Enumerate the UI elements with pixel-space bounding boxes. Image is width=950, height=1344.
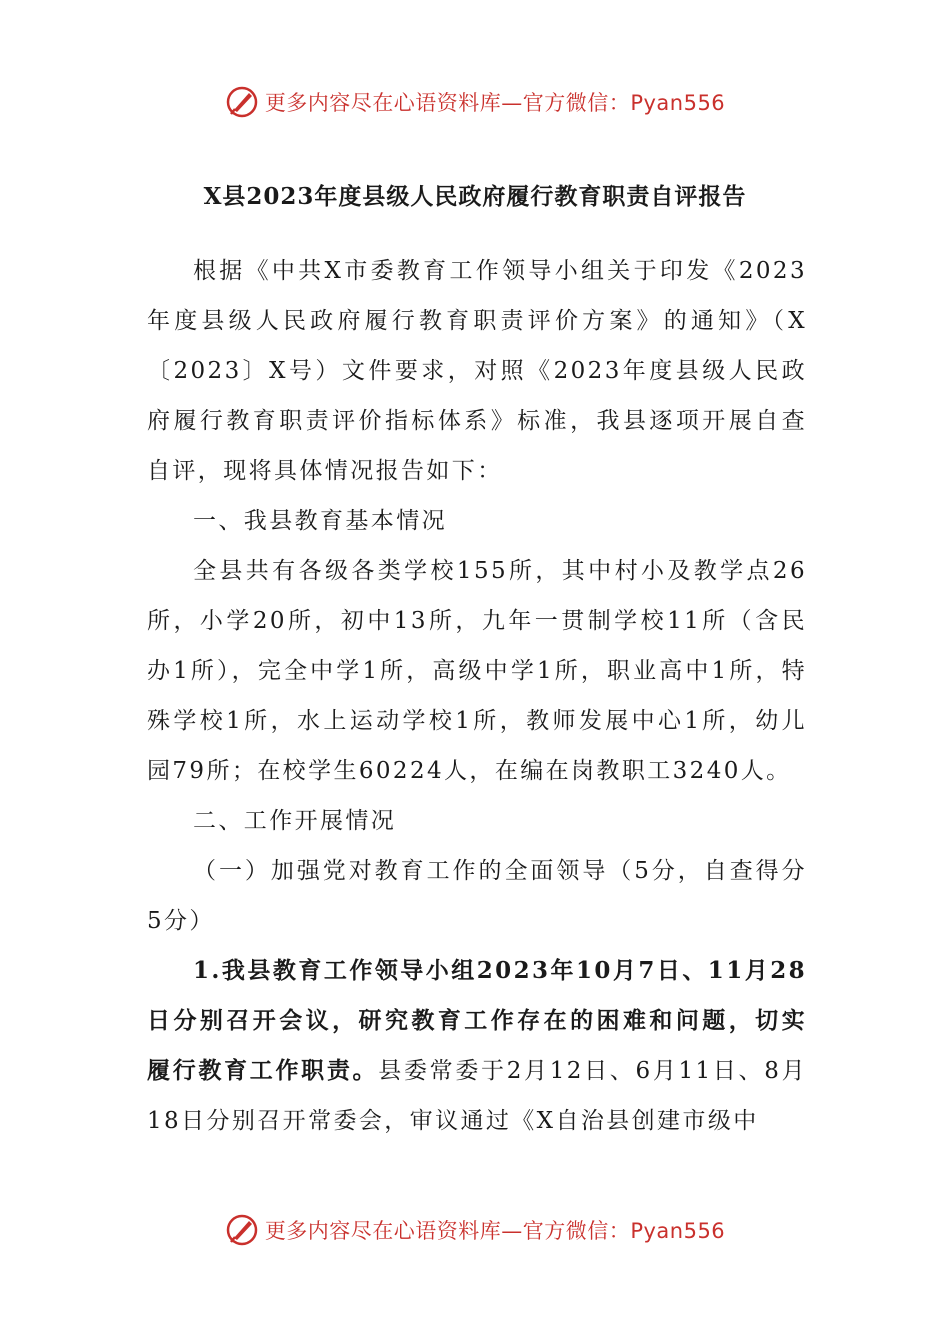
banner-text: 更多内容尽在心语资料库—官方微信：Pyan556	[264, 1219, 726, 1243]
banner-text: 更多内容尽在心语资料库—官方微信：Pyan556	[264, 91, 726, 115]
leadership-paragraph	[147, 946, 807, 1146]
subsection-heading-1: （一）加强党对教育工作的全面领导（5分，自查得分5分）	[147, 858, 807, 934]
pen-logo-icon	[225, 85, 259, 119]
leadership-bold-lead: 1.我县教育工作领导小组2023年10月7日、11月28日分别召开会议，研究教育工作存在的困难和问题，切实履行教育工作职责。	[147, 957, 807, 1084]
leadership-rest: 县委常委于2月12日、6月11日、8月18日分别召开常委会，审议通过《X自治县创建市级中	[147, 1058, 807, 1134]
header-banner	[0, 82, 950, 122]
document-body	[147, 246, 807, 1146]
footer-banner	[0, 1210, 950, 1250]
intro-paragraph: 根据《中共X市委教育工作领导小组关于印发《2023年度县级人民政府履行教育职责评价方案》的通知》（X〔2023〕X号）文件要求，对照《2023年度县级人民政府履行教育职责评价指标体系》标准，我县逐项开展自查自评，现将具体情况报告如下：	[147, 258, 807, 484]
wechat-id: Pyan556	[630, 1219, 726, 1243]
pen-logo-icon	[225, 1213, 259, 1247]
section-heading-2: 二、工作开展情况	[193, 808, 397, 834]
section-heading-1: 一、我县教育基本情况	[193, 508, 447, 534]
basic-info-paragraph: 全县共有各级各类学校155所，其中村小及教学点26所，小学20所，初中13所，九年一贯制学校11所（含民办1所），完全中学1所，高级中学1所，职业高中1所，特殊学校1所，水上运动学校1所，教师发展中心1所，幼儿园79所；在校学生60224人，在编在岗教职工3240人。	[147, 558, 807, 784]
document-title: X县2023年度县级人民政府履行教育职责自评报告	[203, 183, 747, 210]
wechat-id: Pyan556	[630, 91, 726, 115]
